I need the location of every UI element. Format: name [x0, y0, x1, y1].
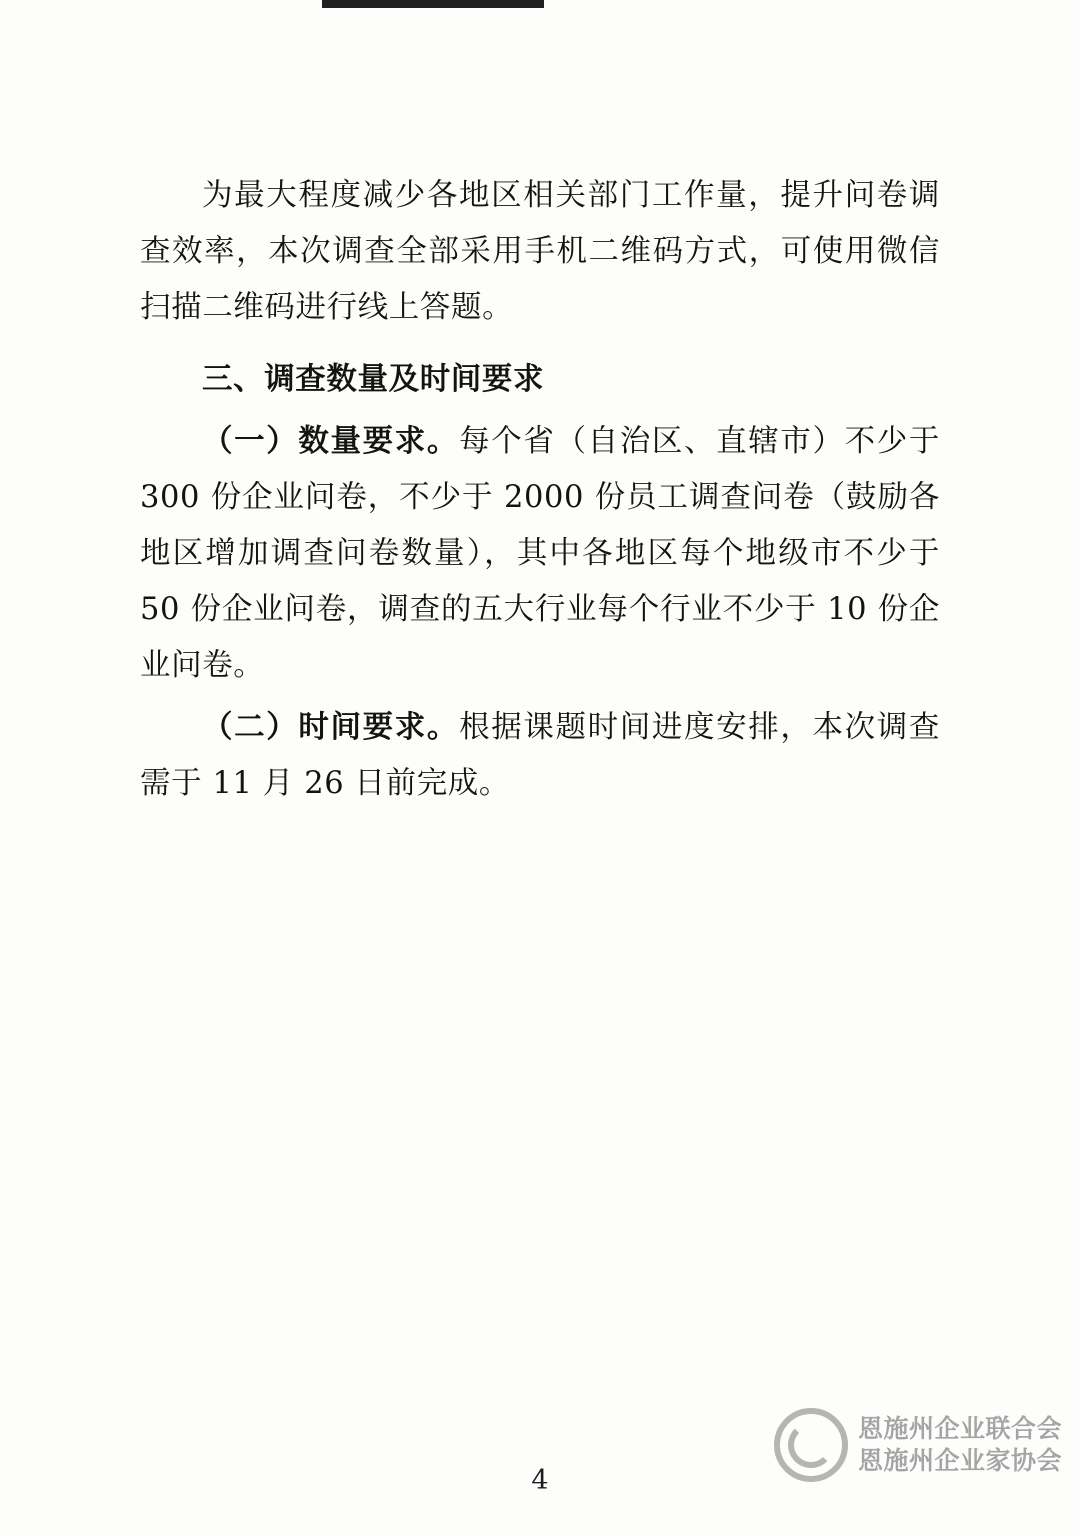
watermark-text — [858, 1413, 1062, 1477]
scan-edge-band — [322, 0, 544, 8]
watermark-stamp — [774, 1408, 1062, 1482]
list-item-quantity-text: 每个省（自治区、直辖市）不少于 300 份企业问卷，不少于 2000 份员工调查问卷（鼓励各地区增加调查问卷数量），其中各地区每个地级市不少于 50 份企业问卷，调查的五大行业每个行业不少于 10 份企业问卷。 — [140, 424, 940, 683]
paragraph-intro: 为最大程度减少各地区相关部门工作量，提升问卷调查效率，本次调查全部采用手机二维码方式，可使用微信扫描二维码进行线上答题。 — [140, 178, 940, 325]
list-item-time-text: 根据课题时间进度安排，本次调查需于 11 月 26 日前完成。 — [140, 710, 940, 801]
association-logo-icon — [774, 1408, 848, 1482]
list-item-time — [140, 700, 940, 812]
list-item-quantity-lead: （一）数量要求。 — [202, 424, 460, 459]
paragraph-spacer — [140, 342, 940, 352]
watermark-line-2: 恩施州企业家协会 — [857, 1446, 1062, 1475]
list-item-time-lead: （二）时间要求。 — [202, 710, 460, 745]
section-heading: 三、调查数量及时间要求 — [202, 362, 545, 397]
page-number: 4 — [531, 1465, 549, 1496]
watermark-line-1: 恩施州企业联合会 — [857, 1414, 1062, 1443]
list-item-quantity — [140, 414, 940, 694]
document-body — [140, 168, 940, 818]
